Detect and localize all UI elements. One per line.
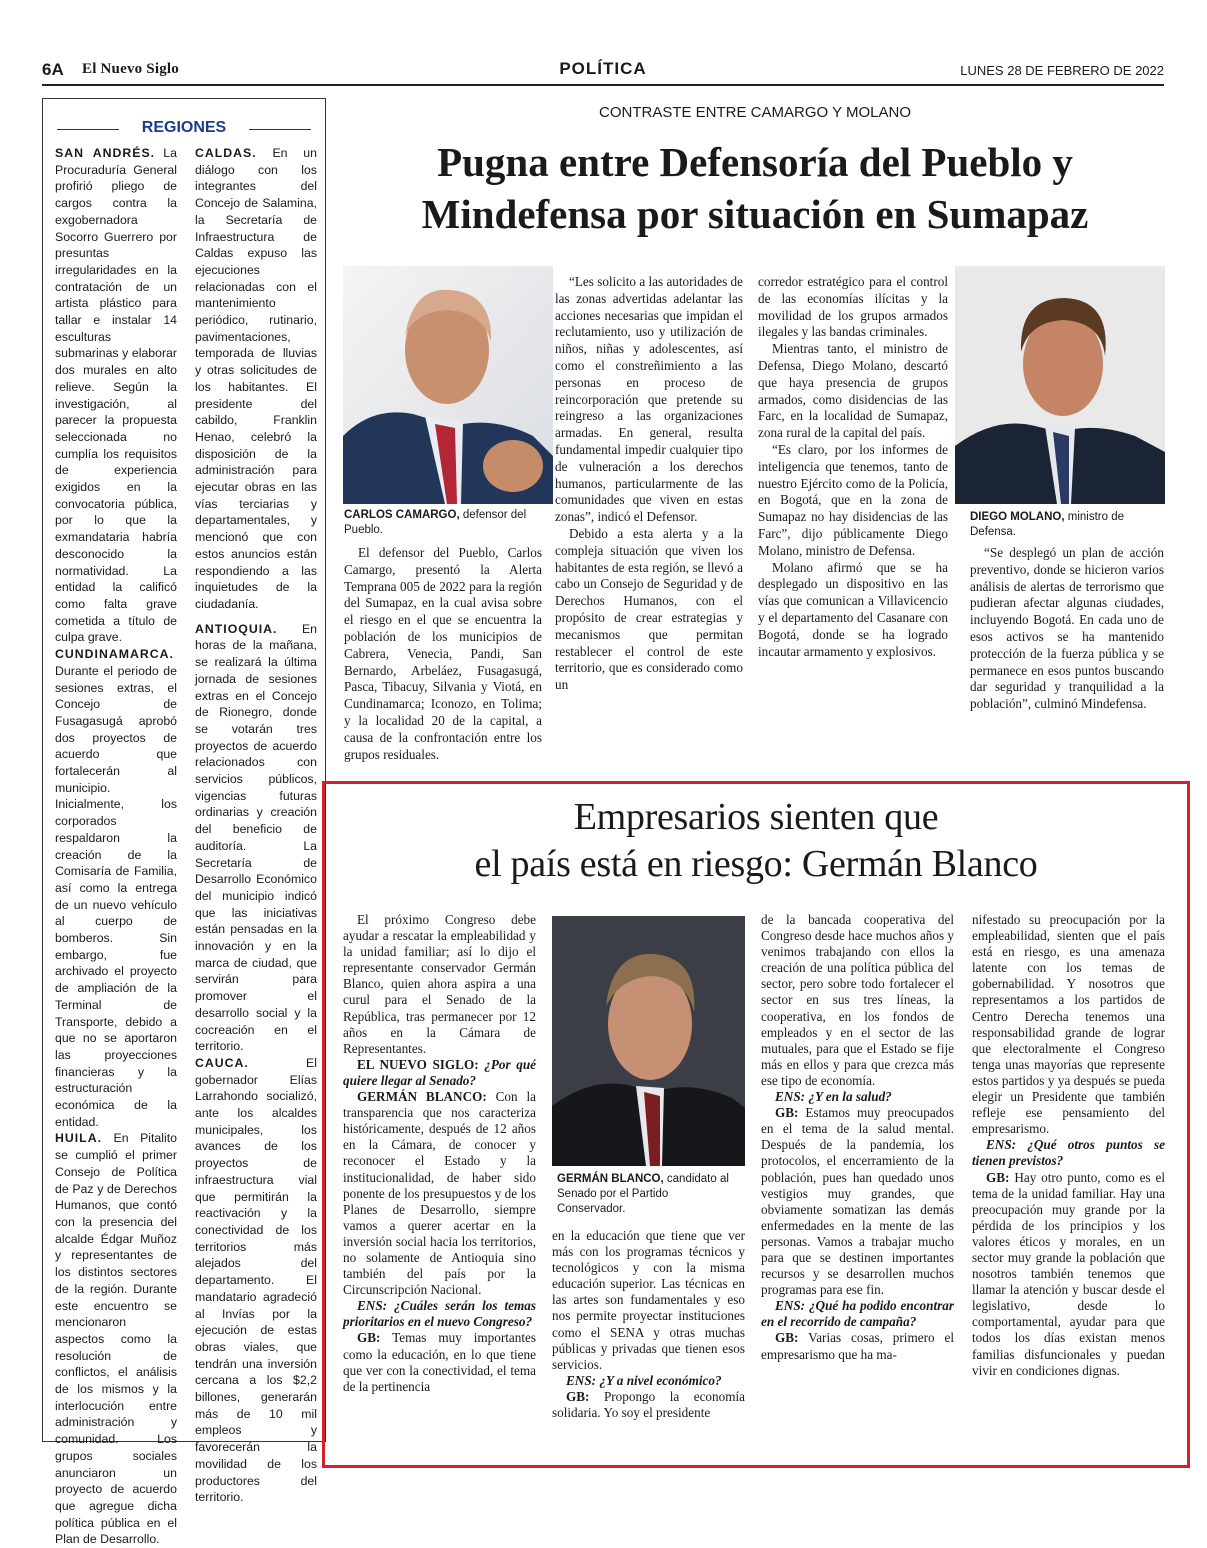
caption-carlos-camargo: CARLOS CAMARGO, defensor del Pueblo. xyxy=(344,509,527,536)
article1-column-3: corredor estratégico para el control de las economías ilícitas y la movilidad de los grupos armados ilegales y las bandas criminales. Mientras tanto, el ministro de Defensa, Diego Molano, descartó que haya presencia de grupos armados, como disidencias de las Farc, en la localidad de Sumapaz, zona rural de la capital del país. “Es claro, por los informes de inteligencia que tenemos, tanto de nuestro Ejército como de la Policía, en Bogotá, que en la zona de Sumapaz no hay disidencias de las Farc”, dijo públicamente Diego Molano, ministro de Defensa. Molano afirmó que se ha desplegado un dispositivo en las vías que comunican a Villavicencio y el departamento del Casanare con Bogotá, donde se ha logrado incautar armamento y explosivos. xyxy=(758,274,948,659)
brand-name: El Nuevo Siglo xyxy=(82,61,179,77)
article2-column-4: nifestado su preocupación por la empleabilidad, sienten que el país está en riesgo, es una amenaza latente con los temas de gobernabilidad. Y nosotros que representamos a los partidos de Centro Derecha tenemos una responsabilidad grande de lograr que electoralmente el Congreso tenga unas mayorías que represente estos partidos y ya después se pueda elegir un Presidente que también refleje ese pensamiento del empresarismo. ENS: ¿Qué otros puntos se tienen previstos? GB: Hay otro punto, como es el tema de la unidad familiar. Hay una preocupación muy grande por la pérdida de los principios y los valores éticos y morales, en un sector muy grande la población que nosotros también tenemos que llamar la atención y buscar desde el legislativo, desde lo comportamental, ayudar para que todos los días existan menos familias disfuncionales y puedan vivir en condiciones dignas. xyxy=(972,912,1165,1378)
article2-column-2: en la educación que tiene que ver más con los programas técnicos y tecnológicos y con la misma educación superior. Las técnicas en las artes son fundamentales y eso nos permite proyectar instituciones como el SENA y otras muchas públicas y privadas que tienen esos servicios. ENS: ¿Y a nivel económico? GB: Propongo la economía solidaria. Yo soy el presidente xyxy=(552,1228,745,1421)
portrait-image xyxy=(955,266,1165,504)
article2-column-3: de la bancada cooperativa del Congreso desde hace muchos años y venimos trabajando con ellos la creación de una política pública del sector, pero sobre todo fortalecer el sector en sus tres líneas, la cooperativa, en los fondos de empleados y en el sector de las mutuales, para que el Estado se fije más en ellos y para que crezca más ese tipo de economía. ENS: ¿Y en la salud? GB: Estamos muy preocupados en el tema de la salud mental. Después de la pandemia, los protocolos, el encerramiento de la población, pues han quedado unos vestigios muy grandes, que obviamente somatizan las demás enfermedades en la mente de las personas. Vamos a trabajar mucho para que se destinen importantes recursos y se desarrollen muchos programas para ese fin. ENS: ¿Qué ha podido encontrar en el recorrido de campaña? GB: Varias cosas, primero el empresarismo que ha ma- xyxy=(761,912,955,1362)
article1-headline: Pugna entre Defensoría del Pueblo y Mindefensa por situación en Sumapaz xyxy=(421,139,1089,237)
sidebar-header xyxy=(43,119,325,141)
masthead xyxy=(42,58,1164,84)
article1-column-1: El defensor del Pueblo, Carlos Camargo, presentó la Alerta Temprana 005 de 2022 para la región del Sumapaz, en la cual avisa sobre el riesgo en el que se encuentra la población de los municipios de Cabrera, Venecia, Pandi, San Bernardo, Arbeláez, Fusagasugá, Pasca, Tibacuy, Silvania y Viotá, en Cundinamarca; Iconozo, en Tolima; y la localidad 20 de la capital, a causa de la confrontación entre los grupos residuales. xyxy=(344,545,542,762)
portrait-image xyxy=(552,916,745,1166)
portrait-image xyxy=(343,266,553,504)
photo-german-blanco xyxy=(552,916,745,1166)
sidebar-column-2 xyxy=(195,145,317,1506)
caption-diego-molano: DIEGO MOLANO, ministro de Defensa. xyxy=(970,511,1124,538)
article2-headline: Empresarios sienten que el país está en riesgo: Germán Blanco xyxy=(474,796,1038,885)
brief-cundinamarca: CUNDINAMARCA. Durante el periodo de sesiones extras, el Concejo de Fusagasugá aprobó dos proyectos de acuerdo que fortalecerán al municipio. Inicialmente, los corporados respaldaron la creación de la Comisaría de Familia, así como la entrega de un nuevo vehículo al cuerpo de bomberos. Sin embargo, fue archivado el proyecto de ampliación de la Terminal de Transporte, debido a que no se aportaron las proyecciones financieras y la estructuración económica de la entidad. xyxy=(55,647,177,1129)
article1-kicker: CONTRASTE ENTRE CAMARGO Y MOLANO xyxy=(599,104,911,121)
article1-column-4: “Se desplegó un plan de acción preventivo, donde se hicieron varios análisis de alertas de terrorismo que pudieran afectar algunas ciudades, incluyendo Bogotá. En cada uno de esos activos se ha mantenido protección de la fuerza pública y se permanece en esos puntos buscando dar seguridad y tranquilidad a la población”, culminó Mindefensa. xyxy=(970,545,1164,712)
divider xyxy=(249,129,311,130)
issue-date: LUNES 28 DE FEBRERO DE 2022 xyxy=(960,63,1164,78)
brief-cauca: CAUCA. El gobernador Elías Larrahondo socializó, ante los alcaldes municipales, los avances de los proyectos de infraestructura vial que permitirán la reactivación y la conectividad de los territorios más alejados del departamento. El mandatario agradeció al Invías por la ejecución de estas obras viales, que tendrán una inversión cercana a los $2,2 billones, generarán más de 10 mil empleos y favorecerán la movilidad de los productores del territorio. xyxy=(195,1055,317,1505)
section-title: POLÍTICA xyxy=(559,59,647,78)
brief-san-andres: SAN ANDRÉS. La Procuraduría General profirió pliego de cargos contra la exgobernadora Socorro Guerrero por presuntas irregularidades en la contratación de un artista plástico para tallar e instalar 14 esculturas submarinas y elaborar dos murales en alto relieve. Según la investigación, al parecer la propuesta seleccionada no cumplía los requisitos de experiencia exigidos en la convocatoria pública, por lo que la exmandataria habría desconocido la normatividad. La entidad la calificó como falta grave cometida a título de culpa grave. xyxy=(55,146,177,645)
header-rule xyxy=(42,84,1164,86)
article2-column-1: El próximo Congreso debe ayudar a rescatar la empleabilidad y la unidad familiar; así lo dijo el representante conservador Germán Blanco, quien ahora aspira a una curul para el Senado de la República, tras permanecer por 12 años en la Cámara de Representantes. EL NUEVO SIGLO: ¿Por qué quiere llegar al Senado? GERMÁN BLANCO: Con la transparencia que nos caracteriza históricamente, después de 12 años en la Cámara, de conocer y reconocer el Estado y la institucionalidad, de haber sido ponente de los presupuestos y de los Planes de Desarrollo, siempre vamos a querer acertar en la inversión social hacia los territorios, no solamente de Antioquia sino también del país por la Circunscripción Nacional. ENS: ¿Cuáles serán los temas prioritarios en el nuevo Congreso? GB: Temas muy importantes como la educación, en lo que tiene que ver con la conectividad, el tema de la pertinencia xyxy=(343,912,536,1394)
page-number: 6A xyxy=(42,60,64,79)
brief-huila: HUILA. En Pitalito se cumplió el primer Consejo de Política de Paz y de Derechos Humanos, que contó con la presencia del alcalde Édgar Muñoz y representantes de los distintos sectores de la región. Durante este encuentro se mencionaron aspectos como la resolución de conflictos, el análisis de los mismos y la interlocución entre administración y comunidad. Los grupos sociales anunciaron un proyecto de acuerdo que agregue dicha política pública en el Plan de Desarrollo. xyxy=(55,1131,177,1547)
brief-antioquia: ANTIOQUIA. En horas de la mañana, se realizará la última jornada de sesiones extras en el Concejo de Rionegro, donde se votarán tres proyectos de acuerdo relacionados con servicios públicos, vigencias futuras ordinarias y creación del beneficio de auditoría. La Secretaría de Desarrollo Económico del municipio indicó que las iniciativas están pensadas en la innovación y en la marca de ciudad, que servirán para promover el desarrollo social y la cocreación en el territorio. xyxy=(195,621,317,1054)
brief-caldas: CALDAS. En un diálogo con los integrantes del Concejo de Salamina, la Secretaría de Infraestructura de Caldas expuso las ejecuciones relacionadas con el mantenimiento periódico, rutinario, pavimentaciones, temporada de lluvias y otras solicitudes de los habitantes. El presidente del cabildo, Franklin Henao, celebró la disposición de la administración para ejecutar obras en las vías terciarias y departamentales, y mencionó que con estos anuncios están respondiendo a las inquietudes de la ciudadanía. xyxy=(195,146,317,611)
sidebar-column-1 xyxy=(55,145,177,1548)
article1-column-2: “Les solicito a las autoridades de las zonas advertidas adelantar las acciones necesarias que impidan el reclutamiento, uso y utilización de niños, niñas y adolescentes, así como el constreñimiento a las personas en proceso de reincorporación que pretende su reingreso a las organizaciones armadas. En general, resulta fundamental impedir cualquier tipo de vulneración a los derechos humanos, particularmente de las comunidades que viven en estas zonas”, indicó el Defensor. Debido a esta alerta y a la compleja situación que viven los habitantes de esta región, se llevó a cabo un Consejo de Seguridad y de Derechos Humanos, con el propósito de crear estrategias y mecanismos que permitan restablecer el control de este territorio, que es considerado como un xyxy=(555,274,743,693)
regiones-sidebar xyxy=(42,98,326,1547)
divider xyxy=(57,129,119,130)
photo-carlos-camargo xyxy=(343,266,553,504)
photo-diego-molano xyxy=(955,266,1165,504)
caption-german-blanco: GERMÁN BLANCO, candidato al Senado por el Partido Conservador. xyxy=(557,1173,729,1215)
sidebar-title: REGIONES xyxy=(141,119,227,136)
